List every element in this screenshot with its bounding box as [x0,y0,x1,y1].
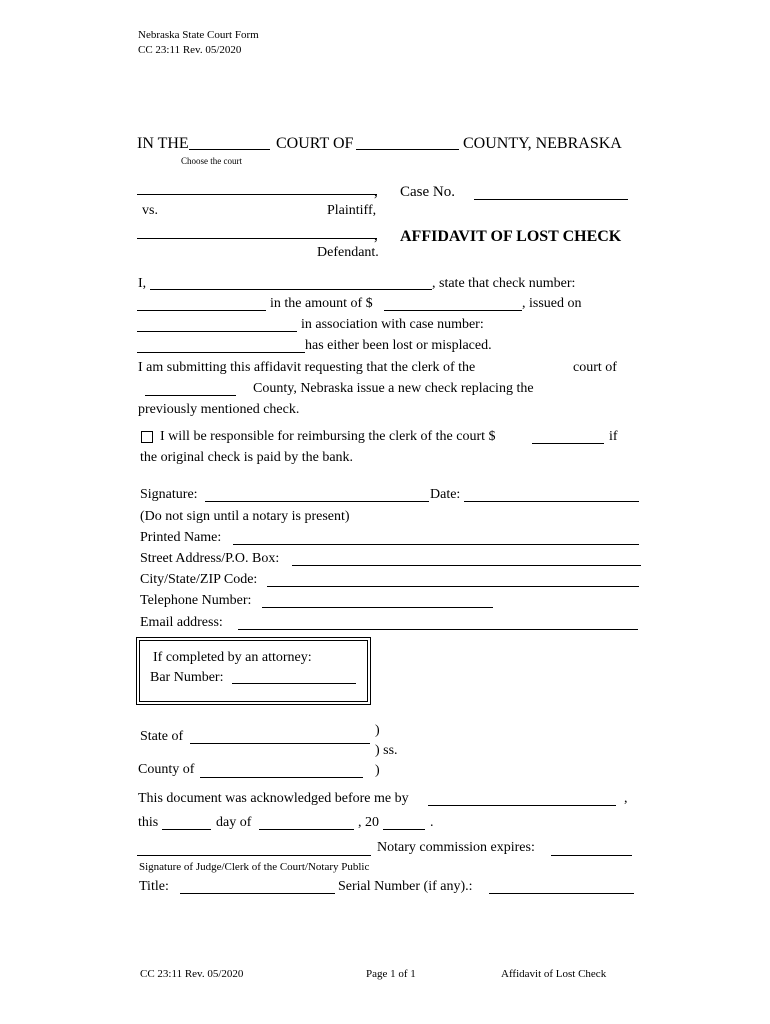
check-number-field[interactable] [137,310,266,311]
case-association-label: in association with case number: [301,317,484,332]
form-name: Nebraska State Court Form [138,29,259,41]
request-text: I am submitting this affidavit requesting that the clerk of the [138,360,476,375]
issued-on-label: , issued on [522,296,582,311]
acknowledged-by-field[interactable] [428,805,616,806]
court-of-text: court of [573,360,617,375]
reimburse-text-2: the original check is paid by the bank. [140,450,354,465]
signature-label: Signature: [140,487,198,502]
commission-label: Notary commission expires: [377,840,535,855]
case-no-field[interactable] [474,199,628,200]
state-field[interactable] [190,743,370,744]
footer-form-code: CC 23:11 Rev. 05/2020 [140,968,244,980]
printed-name-label: Printed Name: [140,530,222,545]
previous-check-text: previously mentioned check. [138,402,300,417]
email-field[interactable] [238,629,638,630]
plaintiff-name-field[interactable] [137,194,377,195]
street-label: Street Address/P.O. Box: [140,551,280,566]
plaintiff-label: Plaintiff, [327,203,377,218]
check-number-label: , state that check number: [432,276,576,291]
state-of-label: State of [140,729,184,744]
year-prefix: , 20 [358,815,379,830]
affiant-name-field[interactable] [150,289,432,290]
this-label: this [138,815,159,830]
month-field[interactable] [259,829,354,830]
vs-label: vs. [142,203,158,218]
court-prefix: IN THE [137,135,189,152]
date-field[interactable] [464,501,639,502]
notary-signature-field[interactable] [137,855,371,856]
bar-number-field[interactable] [232,683,356,684]
venue-paren-1: ) [375,723,380,738]
plaintiff-comma: , [374,184,378,200]
lost-statement: has either been lost or misplaced. [305,338,492,353]
court-of-label: COURT OF [276,135,354,152]
city-field[interactable] [267,586,639,587]
amount-label: in the amount of $ [270,296,373,311]
notary-note: (Do not sign until a notary is present) [140,509,350,524]
phone-field[interactable] [262,607,493,608]
attorney-box-title: If completed by an attorney: [153,650,312,665]
year-field[interactable] [383,829,425,830]
street-field[interactable] [292,565,641,566]
commission-expires-field[interactable] [551,855,632,856]
case-no-label: Case No. [400,184,455,200]
title-label: Title: [139,879,169,894]
signature-caption: Signature of Judge/Clerk of the Court/Notary Public [139,861,370,873]
form-code: CC 23:11 Rev. 05/2020 [138,44,242,56]
ss-label: ) ss. [375,743,398,758]
footer-page-number: Page 1 of 1 [366,968,416,980]
printed-name-field[interactable] [233,544,639,545]
signature-field[interactable] [205,501,429,502]
day-of-label: day of [216,815,252,830]
footer-form-title: Affidavit of Lost Check [501,968,607,980]
county-of-label: County of [138,762,195,777]
acknowledged-text: This document was acknowledged before me by [138,791,409,806]
defendant-name-field[interactable] [137,238,377,239]
notary-county-field[interactable] [200,777,363,778]
reimburse-if: if [609,429,618,444]
associated-case-field[interactable] [137,352,305,353]
date-label: Date: [430,487,461,502]
email-label: Email address: [140,615,223,630]
date-period: . [430,815,434,830]
defendant-label: Defendant. [317,245,379,260]
county-request-text: County, Nebraska issue a new check replacing the [253,381,534,396]
serial-number-label: Serial Number (if any).: [338,879,473,894]
acknowledged-comma: , [624,791,628,806]
request-county-field[interactable] [145,395,236,396]
county-name-field[interactable] [356,149,459,150]
day-field[interactable] [162,829,211,830]
affidavit-title: AFFIDAVIT OF LOST CHECK [400,228,622,245]
bar-number-label: Bar Number: [150,670,224,685]
affiant-prefix: I, [138,276,147,291]
court-hint: Choose the court [181,156,242,166]
county-state-label: COUNTY, NEBRASKA [463,135,622,152]
title-field[interactable] [180,893,335,894]
reimburse-checkbox[interactable] [141,431,153,443]
reimburse-text: I will be responsible for reimbursing the clerk of the court $ [160,429,496,444]
serial-number-field[interactable] [489,893,634,894]
amount-field[interactable] [384,310,522,311]
venue-paren-3: ) [375,763,380,778]
issue-date-field[interactable] [137,331,297,332]
defendant-comma: , [374,228,378,244]
reimburse-amount-field[interactable] [532,443,604,444]
city-label: City/State/ZIP Code: [140,572,258,587]
phone-label: Telephone Number: [140,593,252,608]
court-name-field[interactable] [189,149,270,150]
